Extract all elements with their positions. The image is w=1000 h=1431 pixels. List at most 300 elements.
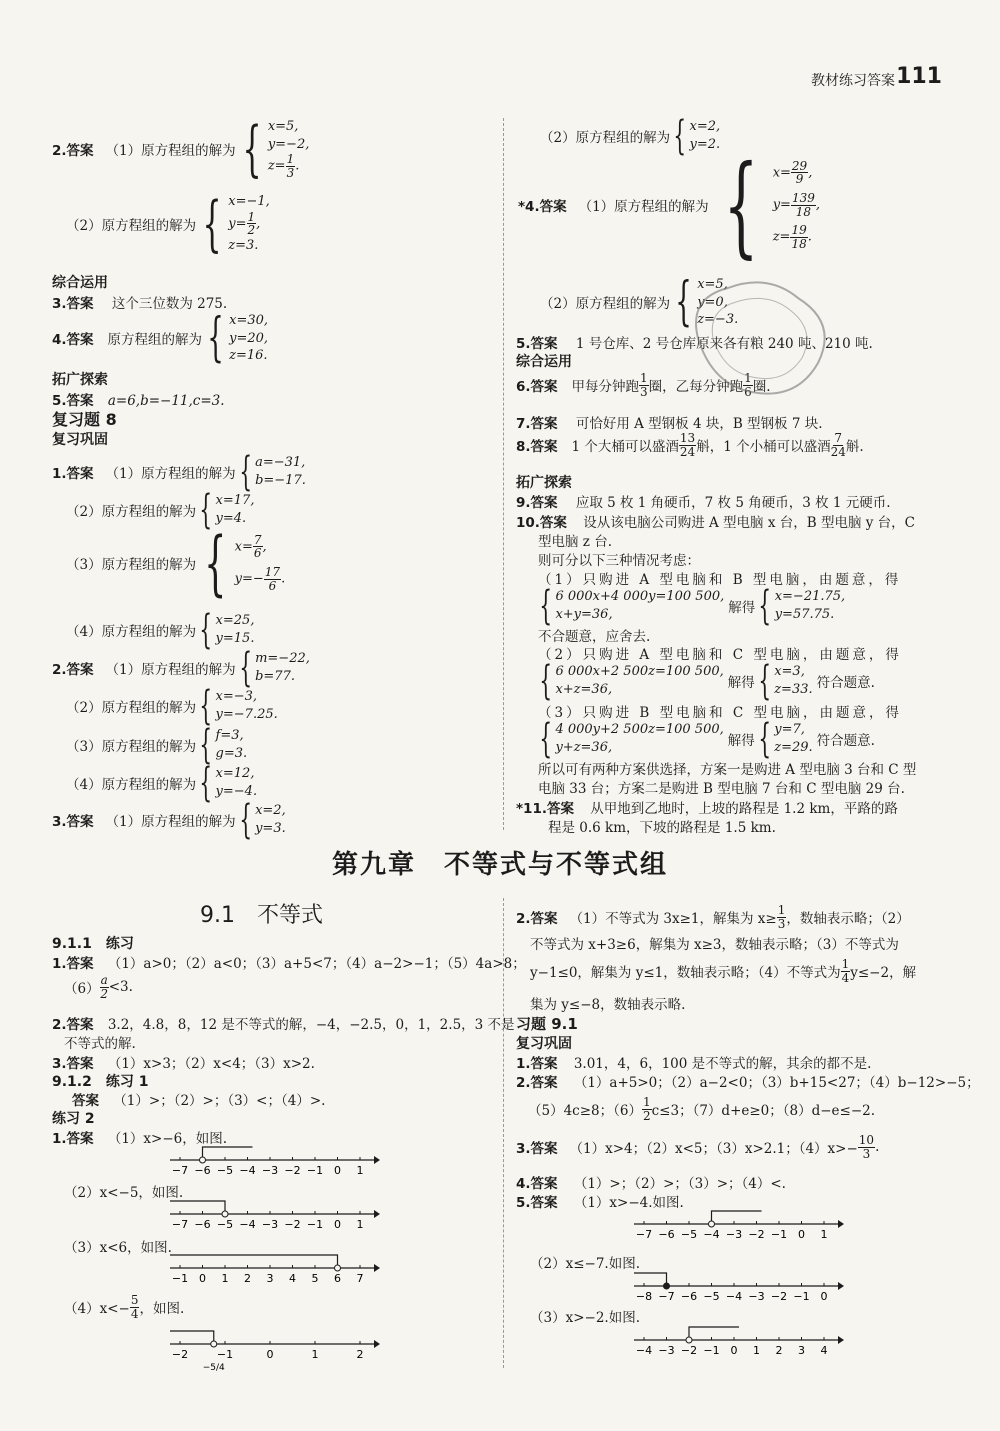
q10-case2 [536, 658, 875, 704]
c2-line1-b: ，数轴表示略；（2） [786, 911, 910, 928]
d3-text-a: （1）x>4；（2）x<5；（3）x>2.1；（4）x>− [569, 1141, 858, 1158]
q10-line2: 型电脑 z 台. [538, 534, 612, 550]
axis-arrow-icon [374, 1156, 380, 1164]
lb-a3 [52, 1052, 315, 1072]
d2-line2-b: c≤3；（7）d+e≥0；（8）d−e≤−2. [651, 1103, 876, 1120]
d3-text-b: . [875, 1139, 880, 1156]
a3-label: 3.答案 [52, 1056, 94, 1072]
tick-label: −7 [171, 1218, 189, 1231]
d4-text: （1）>；（2）>；（3）>；（4）<. [573, 1176, 786, 1192]
tick-label: −2 [284, 1164, 301, 1177]
fraction: $\frac{1}{6}$ [744, 371, 752, 399]
solution-ray [203, 1147, 253, 1160]
sys-line: y= [228, 216, 247, 232]
number-line-5 [634, 1206, 844, 1242]
tick-label: −7 [658, 1290, 675, 1303]
closed-point [664, 1283, 670, 1289]
tuoguang-heading: 拓广探索 [52, 372, 108, 388]
q4-2-system: { x=5, y=0, z=−3. [675, 272, 739, 333]
tick-label: 0 [266, 1348, 274, 1361]
xiti-heading: 习题 9.1 [516, 1015, 578, 1033]
q6-label: 6.答案 [516, 379, 558, 396]
r2-2-text: （2）原方程组的解为 [66, 700, 197, 716]
tick-label: 7 [356, 1272, 364, 1285]
fraction: $\frac{5}{4}$ [130, 1293, 139, 1321]
r2-4-text: （4）原方程组的解为 [66, 777, 197, 793]
r2-3-text: （3）原方程组的解为 [66, 739, 197, 755]
fraction: $\frac{10}{3}$ [858, 1133, 875, 1161]
q3-label: 3.答案 [52, 296, 94, 312]
q8-label: 8.答案 [516, 439, 558, 456]
r2-4-system: { x=12, y=−4. [199, 760, 258, 806]
q3-text: 这个三位数为 275. [111, 296, 228, 312]
fraction: $\frac{7}{24}$ [830, 431, 846, 459]
c2-line4: 集为 y≤−8，数轴表示略. [530, 997, 686, 1013]
open-point [709, 1221, 715, 1227]
sys-line: x=5, [697, 277, 728, 292]
fraction: $\frac{17}{6}$ [264, 565, 281, 593]
r1-label: 1.答案 [52, 466, 94, 482]
sys-line: x=−1, [228, 194, 270, 209]
r2-1-system: { m=−22, b=77. [238, 645, 310, 691]
right-q10 [516, 511, 915, 531]
q2-label: 2.答案 [52, 142, 94, 159]
tick-label: 2 [244, 1272, 251, 1285]
d1-label: 1.答案 [516, 1056, 558, 1072]
q8-text-c: 斛. [845, 439, 864, 456]
q2-part1-system: { x=5, y=−2, z= $\frac{1}{3}$ . [242, 113, 310, 184]
q4-1-text: （1）原方程组的解为 [578, 199, 709, 215]
zonghe-heading: 综合运用 [52, 275, 108, 291]
number-line-4 [170, 1326, 380, 1373]
axis-arrow-icon [838, 1220, 844, 1228]
b1-2-text: （2）x<−5，如图. [64, 1185, 184, 1201]
tick-label: −3 [658, 1344, 675, 1357]
solution-ray [170, 1255, 338, 1268]
sys-line: y=15. [215, 631, 255, 646]
tick-label: 0 [820, 1290, 828, 1303]
tick-label: −4 [635, 1344, 653, 1357]
sys-line: b=77. [255, 669, 295, 684]
d2-line2-a: （5）4c≥8；（6） [528, 1103, 642, 1120]
a2-label: 2.答案 [52, 1017, 94, 1033]
tick-label: −1 [793, 1290, 810, 1303]
a1-text: （1）a>0；（2）a<0；（3）a+5<7；（4）a−2>−1；（5）4a>8； [107, 956, 526, 972]
tick-label: 1 [356, 1164, 364, 1177]
tick-label: −1 [171, 1272, 189, 1285]
sys-line: y=−4. [215, 784, 258, 799]
sys-line: y=0, [697, 294, 728, 310]
sys-line: x=3, [774, 664, 805, 680]
sys-line: f=3, [215, 728, 244, 744]
open-point [200, 1157, 206, 1163]
jie-de: 解得 [728, 600, 756, 616]
q11-line2: 程是 0.6 km，下坡的路程是 1.5 km. [548, 820, 776, 836]
sys-line: z=−3. [697, 312, 739, 328]
q10-case3 [536, 716, 875, 762]
boundary-label: −5/4 [202, 1363, 225, 1373]
r3-1-system: { x=2, y=3. [238, 797, 286, 843]
section-title: 9.1 不等式 [200, 903, 323, 928]
right-q11 [516, 797, 898, 817]
tick-label: −4 [239, 1218, 256, 1231]
fraction: $\frac{1}{3}$ [286, 152, 295, 180]
sys-line: x=2, [689, 119, 721, 135]
d5-3-text: （3）x>−2.如图. [530, 1310, 640, 1326]
s912-heading: 9.1.2 练习 1 [52, 1074, 149, 1090]
sys-line: x+y=36, [555, 607, 613, 622]
fraction: $\frac{29}{9}$ [791, 158, 808, 187]
tick-label: 1 [311, 1348, 319, 1361]
sys-line: x=12, [215, 766, 255, 782]
sys-line: m=−22, [255, 651, 310, 667]
number-line-6 [634, 1268, 844, 1304]
lb-a1-6 [64, 974, 133, 1000]
axis-arrow-icon [374, 1264, 380, 1272]
fuhe-tiyi: 符合题意. [816, 675, 875, 691]
q10-line5: 不合题意，应舍去. [538, 629, 651, 645]
fraction: $\frac{1}{2}$ [642, 1095, 651, 1123]
rb-gonggu-heading: 复习巩固 [516, 1036, 572, 1052]
number-line-svg [634, 1322, 844, 1358]
s911-heading: 9.1.1 练习 [52, 936, 134, 952]
sys-line: y=2. [689, 137, 721, 152]
number-line-svg [170, 1250, 380, 1286]
tick-label: 0 [334, 1218, 341, 1231]
q4-label: *4.答案 [518, 199, 567, 215]
r1-4-text: （4）原方程组的解为 [66, 624, 197, 640]
tick-label: −3 [261, 1218, 279, 1231]
r1-part1 [52, 449, 306, 495]
r1-4-system: { x=25, y=15. [199, 607, 255, 653]
q10-sol1: { x=−21.75, y=57.75. [758, 583, 846, 629]
tick-label: 1 [820, 1228, 828, 1241]
number-line-1 [170, 1142, 380, 1178]
open-point [686, 1337, 692, 1343]
b1-4-prefix: （4）x<− [64, 1301, 130, 1318]
right-tuoguang-heading: 拓广探索 [516, 475, 572, 491]
sys-line: x=−3, [215, 689, 258, 705]
d2-line1: （1）a+5>0；（2）a−2<0；（3）b+15<27；（4）b−12>−5； [573, 1075, 980, 1091]
a2-line2: 不等式的解. [64, 1036, 136, 1052]
q10-line9: 电脑 33 台；方案二是购进 B 型电脑 7 台和 C 型电脑 29 台. [538, 781, 905, 797]
tick-label: −2 [284, 1218, 301, 1231]
c2-label: 2.答案 [516, 911, 558, 928]
lb-a1 [52, 952, 526, 972]
c2-line1-a: （1）不等式为 3x≥1，解集为 x≥ [569, 911, 777, 928]
sys-line: 6 000x+2 500z=100 500, [555, 664, 724, 680]
right-q7 [516, 412, 823, 432]
a3-text: （1）x>3；（2）x<4；（3）x>2. [107, 1056, 315, 1072]
lb-a2 [52, 1013, 515, 1033]
tick-label: −2 [171, 1348, 189, 1361]
tick-label: −2 [770, 1290, 788, 1303]
right-q9 [516, 491, 891, 511]
q9-text: 应取 5 枚 1 角硬币，7 枚 5 角硬币，3 枚 1 元硬币. [575, 495, 891, 511]
axis-arrow-icon [838, 1282, 844, 1290]
q10-sys2: { 6 000x+2 500z=100 500, x+z=36, [539, 658, 724, 704]
sys-line: b=−17. [255, 473, 306, 488]
p2-system: { x=2, y=2. [673, 113, 721, 159]
b1-label: 1.答案 [52, 1131, 94, 1147]
q5-text: a=6,b=−11,c=3. [107, 393, 225, 409]
tick-label: −1 [703, 1344, 720, 1357]
column-divider [503, 118, 504, 830]
r2-part4 [66, 760, 258, 806]
fraction: $\frac{1}{2}$ [247, 209, 256, 238]
b1-1-text: （1）x>−6，如图. [107, 1131, 228, 1147]
sys-line: x=30, [229, 313, 269, 328]
q4-label: 4.答案 [52, 332, 94, 349]
sys-line: y=−2, [267, 136, 310, 152]
sys-line: x=−21.75, [774, 589, 846, 605]
axis-arrow-icon [838, 1336, 844, 1344]
tick-label: 2 [356, 1348, 364, 1361]
rb-c2-l3 [530, 958, 916, 984]
tick-label: −1 [216, 1348, 234, 1361]
q2-part2-system: { x=−1, y= $\frac{1}{2}$ , z=3. [202, 188, 270, 259]
fraction: $\frac{7}{6}$ [253, 532, 262, 561]
q11-label: *11.答案 [516, 801, 574, 817]
fraction: $\frac{a}{2}$ [100, 973, 108, 1001]
a1-label: 1.答案 [52, 956, 94, 972]
q6-text-a: 甲每分钟跑 [571, 379, 640, 396]
sys-line: y=4. [215, 511, 247, 526]
r1-3-system: { x= $\frac{7}{6}$ , y=− $\frac{17}{6}$ . [204, 522, 286, 604]
q10-sys3: { 4 000y+2 500z=100 500, y+z=36, [539, 716, 724, 762]
p2-text: （2）原方程组的解为 [540, 130, 671, 146]
tick-label: −2 [680, 1344, 698, 1357]
fraction: $\frac{1}{3}$ [777, 903, 786, 931]
fraction: $\frac{1}{4}$ [841, 957, 850, 985]
sys-line: z=29. [774, 740, 813, 755]
sys-line: y=3. [255, 821, 286, 836]
number-line-svg [170, 1142, 380, 1178]
d5-label: 5.答案 [516, 1195, 558, 1211]
sys-line: z=33. [774, 682, 813, 697]
q10-label: 10.答案 [516, 515, 567, 531]
c2-line2: 不等式为 x+3≥6，解集为 x≥3，数轴表示略；（3）不等式为 [530, 937, 899, 953]
r2-part2 [66, 683, 278, 729]
solution-ray [170, 1331, 214, 1344]
solution-ray [634, 1273, 667, 1286]
q5-text: 1 号仓库、2 号仓库原来各有粮 240 吨、210 吨. [575, 336, 873, 352]
tick-label: 2 [775, 1344, 783, 1357]
r3-1-text: （1）原方程组的解为 [105, 814, 236, 830]
q10-sol3: { y=7, z=29. [758, 716, 813, 762]
left-q3 [52, 292, 227, 312]
right-q8 [516, 432, 864, 458]
left-q4 [52, 308, 269, 369]
header-label: 教材练习答案 [811, 73, 895, 89]
d5-1-text: （1）x>−4.如图. [573, 1195, 684, 1211]
b1-4-suffix: ，如图. [139, 1301, 185, 1318]
q5-label: 5.答案 [516, 336, 558, 352]
fraction: $\frac{19}{18}$ [791, 223, 807, 251]
sys-line: x=25, [215, 613, 255, 629]
tick-label: 0 [334, 1164, 341, 1177]
rb-d2 [516, 1071, 980, 1091]
q6-text-b: 圈，乙每分钟跑 [648, 379, 744, 396]
number-line-3 [170, 1250, 380, 1286]
tick-label: −7 [635, 1228, 653, 1241]
d5-2-text: （2）x≤−7.如图. [530, 1256, 640, 1272]
axis-arrow-icon [374, 1340, 380, 1348]
left-q2-part2 [66, 188, 270, 259]
q9-label: 9.答案 [516, 495, 558, 511]
q10-case1 [536, 583, 846, 629]
q7-text: 可恰好用 A 型钢板 4 块，B 型钢板 7 块. [575, 416, 823, 432]
sys-line: 6 000x+4 000y=100 500, [555, 589, 725, 605]
tick-label: 6 [334, 1272, 341, 1285]
q11-line1: 从甲地到乙地时，上坡的路程是 1.2 km，平路的路 [590, 801, 898, 817]
sys-line: x=17, [215, 493, 255, 509]
q10-line4: （1）只购进 A 型电脑和 B 型电脑，由题意，得 [538, 572, 902, 588]
sys-line: z= [267, 158, 286, 174]
r1-1-system: { a=−31, b=−17. [238, 449, 306, 495]
tick-label: −6 [658, 1228, 675, 1241]
tick-label: 5 [311, 1272, 319, 1285]
q4-system: { x=30, y=20, z=16. [207, 308, 269, 369]
q2-part2-text: （2）原方程组的解为 [66, 217, 197, 234]
sys-line: z=16. [229, 348, 268, 364]
open-point [211, 1341, 217, 1347]
r1-1-text: （1）原方程组的解为 [105, 466, 236, 482]
q8-text-b: 斛，1 个小桶可以盛酒 [696, 439, 831, 456]
fraction: $\frac{139}{18}$ [791, 190, 815, 219]
sys-line: g=3. [215, 746, 248, 761]
tick-label: −3 [261, 1164, 279, 1177]
watermark-stamp-icon [678, 268, 838, 408]
rb-d3 [516, 1134, 879, 1160]
jie-de: 解得 [727, 675, 755, 691]
rb-d4 [516, 1172, 786, 1192]
q5-label: 5.答案 [52, 393, 94, 409]
fuxi-heading: 复习题 8 [52, 410, 117, 429]
sys-line: a=−31, [255, 455, 306, 471]
q6-text-c: 圈. [752, 379, 771, 396]
axis-arrow-icon [374, 1210, 380, 1218]
r1-part3 [66, 522, 286, 604]
number-line-svg [634, 1206, 844, 1242]
fuhe-tiyi: 符合题意. [816, 733, 875, 749]
tick-label: −4 [703, 1228, 720, 1241]
q7-label: 7.答案 [516, 416, 558, 432]
number-line-svg [634, 1268, 844, 1304]
lx2-heading: 练习 2 [52, 1111, 95, 1127]
sys-line: z=3. [228, 237, 259, 253]
tick-label: −6 [680, 1290, 698, 1303]
left-q5 [52, 389, 225, 409]
sys-line: y+z=36, [555, 740, 613, 755]
left-q2 [52, 113, 310, 184]
q10-line6: （2）只购进 A 型电脑和 C 型电脑，由题意，得 [538, 647, 902, 663]
tick-label: 1 [753, 1344, 760, 1357]
fuxi-gonggu-heading: 复习巩固 [52, 432, 108, 448]
sys-line: y=20, [229, 330, 269, 346]
tick-label: −1 [306, 1218, 324, 1231]
solution-ray [712, 1211, 762, 1224]
q4-2-text: （2）原方程组的解为 [540, 296, 671, 313]
tick-label: 1 [221, 1272, 229, 1285]
tick-label: 4 [820, 1344, 828, 1357]
solution-ray [689, 1327, 739, 1340]
b1-3-text: （3）x<6，如图. [64, 1240, 172, 1256]
p1-text: （1）>；（2）>；（3）<；（4）>. [113, 1093, 326, 1109]
number-line-svg [170, 1326, 380, 1373]
tick-label: −3 [725, 1228, 743, 1241]
sys-line: y=−7.25. [215, 707, 278, 722]
tick-label: −1 [306, 1164, 324, 1177]
r2-part1 [52, 645, 310, 691]
sys-line: y=57.75. [774, 607, 835, 622]
q4-1-system: { x= $\frac{29}{9}$ , y= $\frac{139}{18}$ , z= $\frac{19}{18}$ . [723, 141, 820, 269]
tick-label: −2 [748, 1228, 765, 1241]
open-point [335, 1265, 341, 1271]
c2-line3-a: y−1≤0，解集为 y≤1，数轴表示略；（4）不等式为 [530, 965, 841, 982]
c2-line3-b: y≤−2，解 [850, 965, 917, 982]
tick-label: 0 [730, 1344, 738, 1357]
q10-line3: 则可分以下三种情况考虑： [538, 553, 700, 569]
sys-line: y=7, [774, 722, 805, 738]
r2-label: 2.答案 [52, 662, 94, 678]
tick-label: 3 [798, 1344, 805, 1357]
q10-sol2: { x=3, z=33. [758, 658, 813, 704]
rb-c2-l1 [516, 904, 910, 930]
number-line-2 [170, 1196, 380, 1232]
r2-part3 [66, 722, 248, 768]
d3-label: 3.答案 [516, 1141, 558, 1158]
number-line-7 [634, 1322, 844, 1358]
r2-1-text: （1）原方程组的解为 [105, 662, 236, 678]
r1-2-text: （2）原方程组的解为 [66, 504, 197, 520]
fraction: $\frac{13}{24}$ [679, 431, 696, 459]
tick-label: −1 [770, 1228, 788, 1241]
tick-label: 1 [356, 1218, 364, 1231]
lb-b1-4 [64, 1294, 184, 1320]
jie-de: 解得 [727, 733, 755, 749]
solution-ray [170, 1201, 225, 1214]
tick-label: −5 [216, 1218, 234, 1231]
r3-part1 [52, 797, 286, 843]
sys-line: x=5, [267, 119, 299, 134]
d2-label: 2.答案 [516, 1075, 558, 1091]
d4-label: 4.答案 [516, 1176, 558, 1192]
q4-text: 原方程组的解为 [107, 332, 203, 349]
right-zonghe-heading: 综合运用 [516, 354, 572, 370]
tick-label: −5 [703, 1290, 720, 1303]
q10-line1: 设从该电脑公司购进 A 型电脑 x 台，B 型电脑 y 台，C [583, 515, 915, 531]
r2-3-system: { f=3, g=3. [199, 722, 248, 768]
tick-label: −6 [194, 1218, 211, 1231]
page-number: 111 [896, 64, 942, 89]
a1-6-prefix: （6） [64, 981, 100, 998]
r1-2-system: { x=17, y=4. [199, 487, 255, 533]
lb-p1 [72, 1089, 325, 1109]
tick-label: −7 [171, 1164, 189, 1177]
tick-label: −6 [194, 1164, 211, 1177]
tick-label: −4 [239, 1164, 256, 1177]
q2-part1-text: （1）原方程组的解为 [105, 142, 236, 159]
open-point [222, 1211, 228, 1217]
q8-text-a: 1 个大桶可以盛酒 [571, 439, 679, 456]
d1-text: 3.01，4，6，100 是不等式的解，其余的都不是. [573, 1056, 872, 1072]
r3-label: 3.答案 [52, 814, 94, 830]
q10-sys1: { 6 000x+4 000y=100 500, x+y=36, [539, 583, 725, 629]
q10-line7: （3）只购进 B 型电脑和 C 型电脑，由题意，得 [538, 705, 903, 721]
tick-label: −4 [725, 1290, 743, 1303]
tick-label: 3 [266, 1272, 274, 1285]
